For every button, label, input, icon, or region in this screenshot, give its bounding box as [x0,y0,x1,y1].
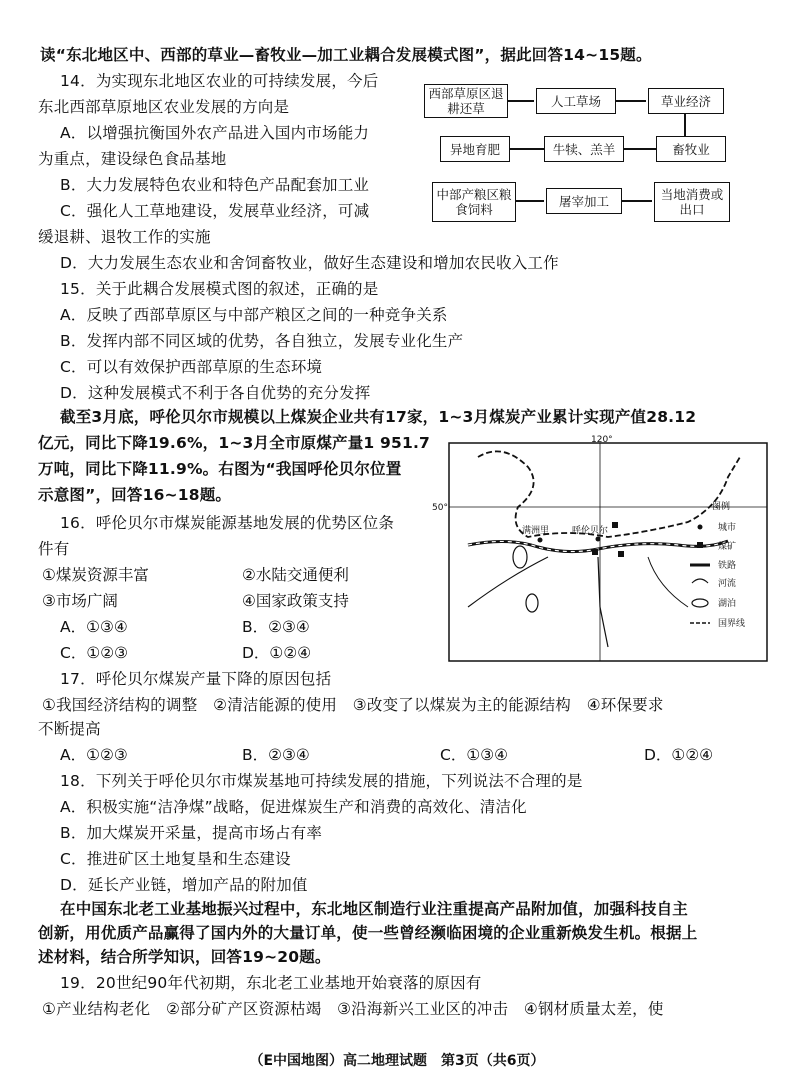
city-marker [596,537,601,542]
q18-stem: 18．下列关于呼伦贝尔市煤炭基地可持续发展的措施，下列说法不合理的是 [60,772,583,790]
flow-box-artificial-grassland: 人工草场 [536,88,616,114]
q19-stem: 19．20世纪90年代初期，东北老工业基地开始衰落的原因有 [60,974,482,992]
q17-items: ①我国经济结构的调整 ②清洁能源的使用 ③改变了以煤炭为主的能源结构 ④环保要求 [42,696,664,714]
latitude-label: 50° [432,503,448,513]
legend-lake-symbol [692,599,708,607]
flow-box-consumption: 当地消费或出口 [654,182,730,222]
q16-option-a: A．①③④ [60,618,128,636]
material-19-20-l2: 创新，用优质产品赢得了国内外的大量订单，使一些曾经濒临困境的企业重新焕发生机。根据上 [38,924,698,942]
coal-mine-marker [618,551,624,557]
q16-item-3: ③市场广阔 [42,592,118,610]
city-label: 呼伦贝尔 [572,526,609,536]
q14-option-d: D．大力发展生态农业和舍饲畜牧业，做好生态建设和增加农民收入工作 [60,254,559,272]
q16-item-2: ②水陆交通便利 [242,566,349,584]
q16-option-d: D．①②④ [242,644,312,662]
arrow [508,100,534,102]
q16-stem: 16．呼伦贝尔市煤炭能源基地发展的优势区位条 [60,514,395,532]
q19-items: ①产业结构老化 ②部分矿产区资源枯竭 ③沿海新兴工业区的冲击 ④钢材质量太差，使 [42,1000,664,1018]
q17-option-c: C．①③④ [440,746,509,764]
hulunbuir-location-map [432,435,768,662]
city-label: 满洲里 [522,526,550,536]
q17-items-cont: 不断提高 [38,720,101,738]
q14-option-a-cont: 为重点，建设绿色食品基地 [38,150,227,168]
q17-option-a: A．①②③ [60,746,128,764]
arrow [684,114,686,136]
flow-box-slaughter: 屠宰加工 [546,188,622,214]
legend-label: 铁路 [718,561,737,571]
q14-stem-cont: 东北西部草原地区农业发展的方向是 [38,98,290,116]
page-footer: （E中国地图）高二地理试题 第3页（共6页） [249,1053,545,1069]
material-16-18-l3: 万吨，同比下降11.9%。右图为“我国呼伦贝尔位置 [38,460,402,478]
arrow [622,200,652,202]
q15-stem: 15．关于此耦合发展模式图的叙述，正确的是 [60,280,379,298]
q18-option-c: C．推进矿区土地复垦和生态建设 [60,850,291,868]
q16-option-b: B．②③④ [242,618,310,636]
q18-option-a: A．积极实施“洁净煤”战略，促进煤炭生产和消费的高效化、清洁化 [60,798,527,816]
q14-option-c-cont: 缓退耕、退牧工作的实施 [38,228,211,246]
intro-14-15: 读“东北地区中、西部的草业—畜牧业—加工业耦合发展模式图”，据此回答14~15题。 [40,46,652,64]
q15-option-a: A．反映了西部草原区与中部产粮区之间的一种竞争关系 [60,306,448,324]
legend-title: 图例 [712,502,731,512]
lake [526,594,538,612]
q17-option-b: B．②③④ [242,746,310,764]
q15-option-b: B．发挥内部不同区域的优势，各自独立，发展专业化生产 [60,332,464,350]
legend-label: 湖泊 [718,599,737,609]
legend-label: 国界线 [718,619,746,629]
q14-option-b: B．大力发展特色农业和特色产品配套加工业 [60,176,370,194]
material-19-20-l3: 述材料，结合所学知识，回答19~20题。 [38,948,331,966]
q15-option-c: C．可以有效保护西部草原的生态环境 [60,358,323,376]
q16-option-c: C．①②③ [60,644,129,662]
material-16-18: 截至3月底，呼伦贝尔市规模以上煤炭企业共有17家，1~3月煤炭产业累计实现产值28.12 [60,408,697,426]
q15-option-d: D．这种发展模式不利于各自优势的充分发挥 [60,384,371,402]
legend-city-symbol [698,525,703,530]
coal-mine-marker [592,549,598,555]
arrow [624,148,656,150]
flow-box-fattening: 异地育肥 [440,136,510,162]
flow-box-grassland: 西部草原区退耕还草 [424,84,508,118]
material-16-18-l4: 示意图”，回答16~18题。 [38,486,232,504]
q14-stem: 14．为实现东北地区农业的可持续发展，今后 [60,72,379,90]
arrow [510,148,544,150]
legend-label: 河流 [718,579,737,589]
flow-box-calves-lambs: 牛犊、羔羊 [544,136,624,162]
longitude-label: 120° [591,435,613,445]
arrow [616,100,646,102]
q16-item-1: ①煤炭资源丰富 [42,566,149,584]
coupling-flowchart [420,80,760,230]
lake [513,546,527,568]
legend-coal-symbol [697,542,703,548]
q16-stem-cont: 件有 [38,540,70,558]
q17-stem: 17．呼伦贝尔煤炭产量下降的原因包括 [60,670,332,688]
legend-label: 煤矿 [718,542,737,552]
q14-option-c: C．强化人工草地建设，发展草业经济，可减 [60,202,370,220]
arrow [516,200,544,202]
q18-option-d: D．延长产业链，增加产品的附加值 [60,876,308,894]
flow-box-grain-area: 中部产粮区粮食饲料 [432,182,516,222]
q18-option-b: B．加大煤炭开采量，提高市场占有率 [60,824,323,842]
city-marker [538,538,543,543]
q14-option-a: A．以增强抗衡国外农产品进入国内市场能力 [60,124,370,142]
material-16-18-l2: 亿元，同比下降19.6%，1~3月全市原煤产量1 951.7 [38,434,431,452]
q17-option-d: D．①②④ [644,746,714,764]
q16-item-4: ④国家政策支持 [242,592,349,610]
coal-mine-marker [612,522,618,528]
legend-label: 城市 [718,523,737,533]
material-19-20: 在中国东北老工业基地振兴过程中，东北地区制造行业注重提高产品附加值，加强科技自主 [60,900,689,918]
flow-box-animal-husbandry: 畜牧业 [656,136,726,162]
flow-box-grass-economy: 草业经济 [648,88,724,114]
